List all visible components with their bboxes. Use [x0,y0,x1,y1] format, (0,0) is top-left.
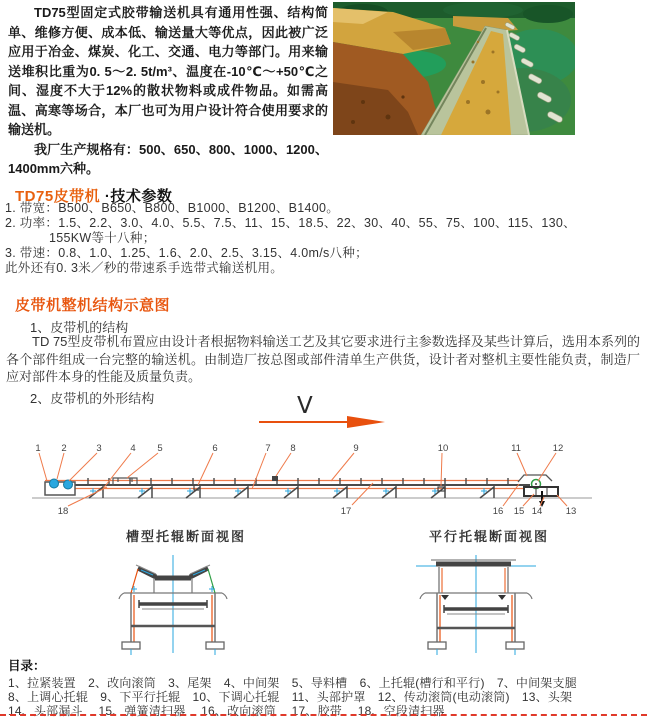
structure-sub-2: 2、皮带机的外形结构 [30,391,155,406]
spec-line-power-cont: 155KW等十八种； [49,231,156,245]
tail-tension-pulley [50,479,59,488]
callout-11: 11 [511,443,521,454]
catalog-line-2: 8、上调心托辊 9、下平行托辊 10、下调心托辊 11、头部护罩 12、传动滚筒(电动滚筒) 13、头架 [8,690,573,704]
tech-heading-brand: TD75皮带机 [15,188,101,205]
conveyor-diagram [0,435,647,535]
catalog-line-1: 1、拉紧装置 2、改向滚筒 3、尾架 4、中间架 5、导料槽 6、上托辊(槽行和平行) 7、中间架支腿 [8,676,577,690]
callout-18: 18 [57,506,69,517]
callout-10: 10 [437,443,449,454]
foot-plate [506,642,524,649]
callout-6: 6 [212,443,218,454]
callout-14: 14 [531,506,543,517]
structure-heading: 皮带机整机结构示意图 [15,297,171,314]
callout-1: 1 [35,443,41,454]
callout-5: 5 [157,443,163,454]
tail-bend-pulley [64,480,73,489]
velocity-label: V [297,393,313,419]
spec-line-speed: 3. 带速：0.8、1.0、1.25、1.6、2.0、2.5、3.15、4.0m/s八种； [5,246,368,260]
caption-parallel: 平行托辊断面视图 [429,529,550,544]
intro-paragraph-2: 我厂生产规格有：500、650、800、1000、1200、1400mm六种。 [8,141,328,176]
callout-4: 4 [130,443,136,454]
conveyor-photo [333,2,575,135]
callout-3: 3 [96,443,102,454]
intro-paragraph-1: TD75型固定式胶带输送机具有通用性强、结构简单、维修方便、成本低、输送量大等优点，因此被广泛应用于冶金、煤炭、化工、交通、电力等部门。用来输送堆积比重为0. 5～2. 5t/m³、温度在-10℃～+50℃之间、湿度不大于12%的散状物料或成件物品。如需高温、高寒等场合，本厂也可为用户设计符合使用要求的输送机。 [8,5,328,137]
idler-stands [88,478,508,485]
callout-2: 2 [61,443,67,454]
callout-12: 12 [552,443,564,454]
spec-line-bandwidth: 1. 带宽：B500、B650、B800、B1000、B1200、B1400。 [5,201,340,215]
catalog-line-3: 14、头部漏斗 15、弹簧清扫器 16、改向滚筒 17、胶带 18、空段清扫器 [8,704,445,718]
spec-line-extra: 此外还有0. 3米／秒的带速系手选带式输送机用。 [5,261,284,275]
velocity-arrowhead-icon [347,416,385,428]
aligning-idler-mark [272,476,278,481]
catalog-title: 目录： [8,659,46,673]
spec-list [5,201,576,276]
callout-7: 7 [265,443,271,454]
callout-8: 8 [290,443,296,454]
caption-trough: 槽型托辊断面视图 [126,529,247,544]
intro-block [8,3,328,179]
structure-paragraph: TD 75型皮带机布置应由设计者根据物料输送工艺及其它要求进行主参数选择及某些计算后，选用本系列的各个部件组成一台完整的输送机。由制造厂按总图或部件清单生产供货，设计者对整机主要性能负责，制造厂应对部件本身的性能及质量负责。 [6,334,640,384]
velocity-arrow-icon [259,421,349,423]
callout-9: 9 [353,443,359,454]
callout-13: 13 [565,506,577,517]
trough-section-diagram [108,553,238,655]
head-guard [518,475,552,482]
structure-sub-1: 1、皮带机的结构 [30,320,129,335]
parallel-section-diagram [411,553,541,655]
callout-15: 15 [513,506,525,517]
spec-line-power: 2. 功率：1.5、2.2、3.0、4.0、5.5、7.5、11、15、18.5、22、30、40、55、75、100、115、130、 [5,216,576,230]
callout-17: 17 [340,506,352,517]
foot-plate [122,642,140,649]
foot-plate [428,642,446,649]
callout-16: 16 [492,506,504,517]
foot-plate [206,642,224,649]
bottom-dashed-divider [0,714,647,716]
tech-heading-rest: ·技术参数 [100,188,173,205]
